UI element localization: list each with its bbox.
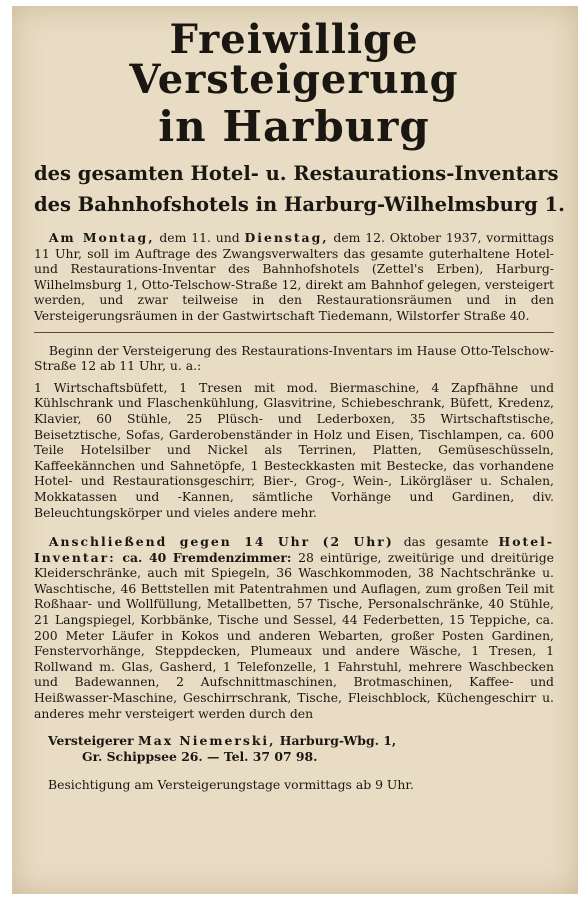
hotel-items: 28 eintürige, zweitürige und dreitürige Kleiderschränke, auch mit Spiegeln, 36 Waschkommoden, 38 Nachtschränke u. Waschtische, 46 Bettstellen mit Patentrahmen und Auflagen, zum großen Teil mit Roßhaar- und Wollfüllung, Metallbetten, 57 Tische, Personalschränke, 40 Stühle, 21 Langspiegel, Korbbänke, Tische und Sessel, 44 Federbetten, 15 Teppiche, ca. 200 Meter Läufer in Kokos und anderen Webarten, großer Posten Gardinen, Fenstervorhänge, Steppdecken, Plumeaux und andere Wäsche, 1 Tresen, 1 Rollwand m. Glas, Gasherd, 1 Telefonzelle, 1 Fahrstuhl, mehrere Waschbecken und Badewannen, 2 Aufschnittmaschinen, Brotmaschinen, Kaffee- und Heißwasser-Maschine, Geschirrschrank, Tische, Fleischblock, Küchengeschirr u. anderes mehr versteigert werden durch den bbox=[34, 549, 554, 721]
newspaper-clipping bbox=[12, 6, 578, 894]
hotel-inventory-paragraph bbox=[34, 534, 554, 721]
intro-body: dem 12. Oktober 1937, vormittags 11 Uhr, soll im Auftrage des Zwangsverwalters das gesamte guterhaltene Hotel- und Restaurations-Inventar des Bahnhofshotels (Zettel's Erben), Harburg-Wilhelmsburg 1, Otto-Telschow-Straße 12, direkt am Bahnhof gelegen, versteigert werden, und zwar teilweise in den Restaurationsräumen und in den Versteigerungsräumen in der Gastwirtschaft Tiedemann, Wilstorfer Straße 40. bbox=[34, 230, 554, 323]
subheadline-line-1: des gesamten Hotel- u. Restaurations-Inventars bbox=[34, 162, 559, 185]
headline-line-2: in Harburg bbox=[158, 102, 430, 151]
guest-rooms: ca. 40 Fremdenzimmer: bbox=[115, 549, 299, 565]
hotel-intro: das gesamte bbox=[393, 534, 499, 550]
subheadline-line-2: des Bahnhofshotels in Harburg-Wilhelmsburg 1. bbox=[34, 192, 565, 216]
viewing-notice: Besichtigung am Versteigerungstage vormittags ab 9 Uhr. bbox=[48, 777, 414, 793]
intro-tuesday: Dienstag, bbox=[244, 230, 329, 245]
auctioneer-block bbox=[34, 733, 554, 765]
auctioneer-name: Max Niemerski, bbox=[137, 733, 276, 749]
auctioneer-line-1 bbox=[34, 733, 554, 749]
intro-monday: Am Montag, bbox=[48, 230, 155, 245]
intro-date: dem 11. und bbox=[154, 230, 245, 245]
begin-paragraph: Beginn der Versteigerung des Restaurations-Inventars im Hause Otto-Telschow-Straße 12 ab 11 Uhr, u. a.: bbox=[34, 342, 554, 374]
auctioneer-label: Versteigerer bbox=[48, 733, 138, 749]
divider bbox=[34, 332, 554, 333]
afternoon-start: Anschließend gegen 14 Uhr (2 Uhr) bbox=[48, 534, 394, 550]
restaurant-items-paragraph: 1 Wirtschaftsbüfett, 1 Tresen mit mod. Biermaschine, 4 Zapfhähne und Kühlschrank und Flaschenkühlung, Glasvitrine, Schiebeschrank, Büfett, Kredenz, Klavier, 60 Stühle, 25 Plüsch- und Lederboxen, 35 Wirtschaftstische, Beisetztische, Sofas, Garderobenständer in Holz und Eisen, Tischlampen, ca. 600 Teile Hotelsilber und Nickel als Terrinen, Platten, Gemüseschüsseln, Kaffeekännchen und Sahnetöpfe, 1 Besteckkasten mit Bestecke, das vorhandene Hotel- und Restaurationsgeschirr, Bier-, Grog-, Wein-, Likörgläser u. Schalen, Mokkatassen und -Kannen, sämtliche Vorhänge und Gardinen, div. Beleuchtungskörper und vieles andere mehr. bbox=[34, 379, 554, 520]
intro-paragraph bbox=[34, 230, 554, 324]
auctioneer-place: Harburg-Wbg. 1, bbox=[275, 733, 397, 749]
headline-line-1: Freiwillige Versteigerung bbox=[129, 16, 459, 103]
auctioneer-address: Gr. Schippsee 26. — Tel. 37 07 98. bbox=[82, 749, 318, 765]
hotel-inventory-label: Hotel-Inventar: bbox=[34, 534, 554, 565]
